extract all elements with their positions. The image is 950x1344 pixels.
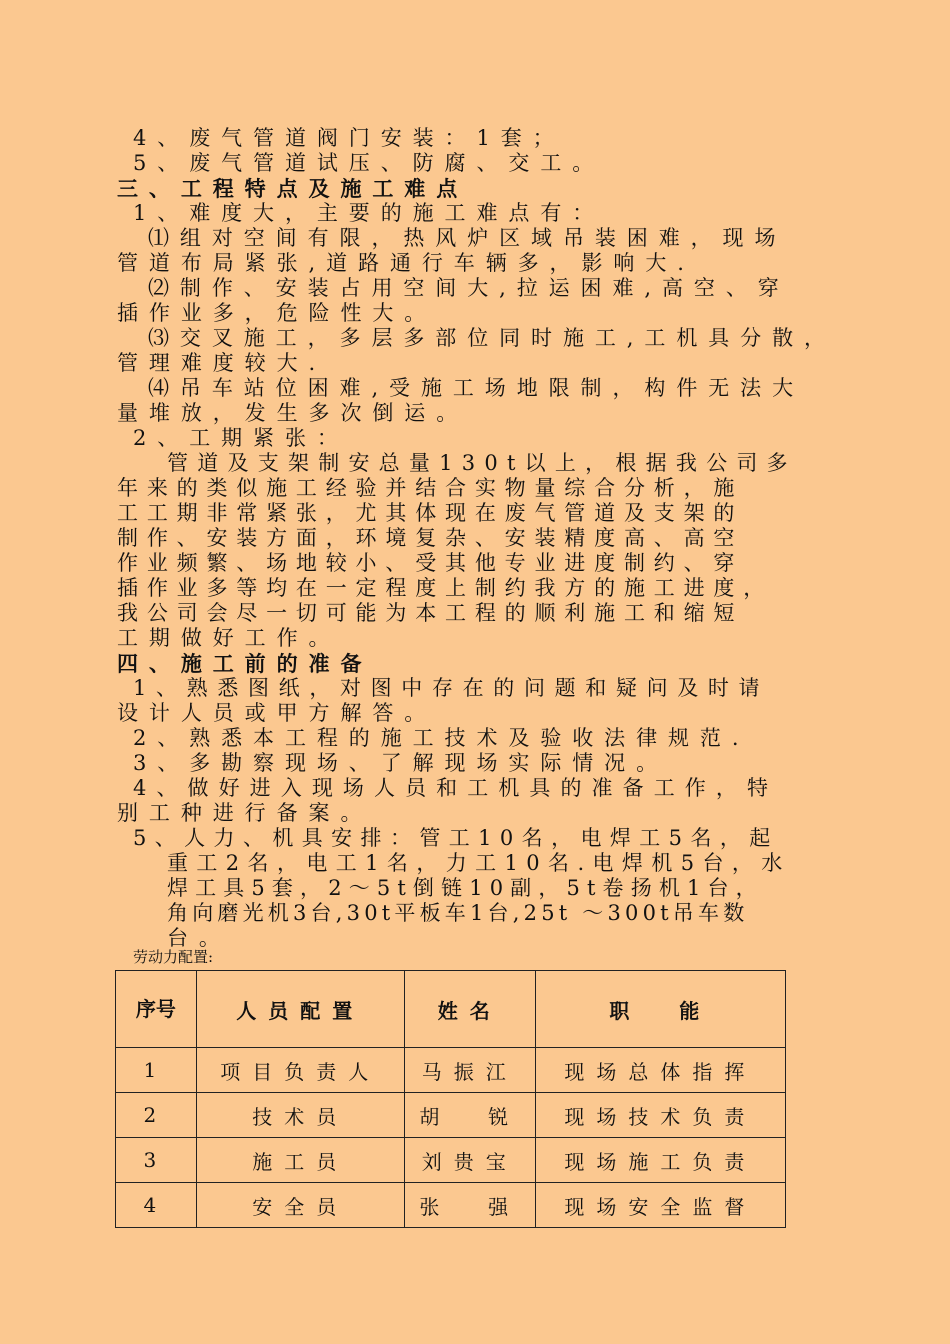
text-line: 我公司会尽一切可能为本工程的顺利施工和缩短 (117, 601, 744, 625)
text-line: 管理难度较大. (117, 351, 327, 375)
cell-function: 现场安全监督 (535, 1183, 785, 1228)
header-role: 人员配置 (196, 971, 404, 1048)
cell-seq: 1 (116, 1048, 197, 1093)
text-line: 5、废气管道试压、防腐、交工。 (133, 151, 605, 175)
cell-name: 张 强 (404, 1183, 535, 1228)
staff-table (115, 970, 786, 1228)
cell-name: 胡 锐 (404, 1093, 535, 1138)
text-line: 重工2名，电工1名，力工10名.电焊机5台，水 (167, 851, 791, 875)
cell-role: 项目负责人 (196, 1048, 404, 1093)
cell-seq: 4 (116, 1183, 197, 1228)
text-line: 插作业多等均在一定程度上制约我方的施工进度， (117, 576, 774, 600)
table-row (116, 1048, 786, 1093)
cell-role: 安全员 (196, 1183, 404, 1228)
cell-function: 现场总体指挥 (535, 1048, 785, 1093)
header-name: 姓名 (404, 971, 535, 1048)
table-caption: 劳动力配置: (133, 948, 214, 966)
text-line: 制作、安装方面，环境复杂、安装精度高、高空 (117, 526, 744, 550)
cell-function: 现场施工负责 (535, 1138, 785, 1183)
text-line: 管道及支架制安总量130t以上，根据我公司多 (167, 451, 797, 475)
table-header-row (116, 971, 786, 1048)
text-line: ⑷吊车站位困难,受施工场地限制，构件无法大 (148, 376, 804, 400)
cell-name: 刘贵宝 (404, 1138, 535, 1183)
text-line: ⑴组对空间有限，热风炉区域吊装困难，现场 (148, 226, 787, 250)
text-line: 焊工具5套，2～5t倒链10副，5t卷扬机1台， (167, 876, 764, 900)
text-line: 工期做好工作。 (117, 626, 341, 650)
text-line: 3、多勘察现场、了解现场实际情况。 (133, 751, 668, 775)
cell-function: 现场技术负责 (535, 1093, 785, 1138)
text-line: 1、熟悉图纸，对图中存在的问题和疑问及时请 (133, 676, 770, 700)
cell-seq: 3 (116, 1138, 197, 1183)
text-line: 别工种进行备案。 (117, 801, 373, 825)
text-line: 2、工期紧张： (133, 426, 349, 450)
text-line: ⑵制作、安装占用空间大,拉运困难,高空、穿 (148, 276, 790, 300)
text-line: 台。 (167, 926, 231, 950)
cell-role: 技术员 (196, 1093, 404, 1138)
table-row (116, 1093, 786, 1138)
text-line: 4、废气管道阀门安装：1套； (133, 126, 565, 150)
cell-role: 施工员 (196, 1138, 404, 1183)
table-row (116, 1183, 786, 1228)
text-line: 设计人员或甲方解答。 (117, 701, 437, 725)
header-seq: 序号 (116, 971, 197, 1048)
text-line: 量堆放，发生多次倒运。 (117, 401, 469, 425)
text-line: ⑶交叉施工，多层多部位同时施工,工机具分散， (148, 326, 836, 350)
text-line: 管道布局紧张,道路通行车辆多，影响大. (117, 251, 695, 275)
text-line: 角向磨光机3台,30t平板车1台,25t ～300t吊车数 (167, 901, 749, 925)
table-row (116, 1138, 786, 1183)
text-line: 工工期非常紧张，尤其体现在废气管道及支架的 (117, 501, 744, 525)
section-heading: 三、工程特点及施工难点 (117, 176, 469, 201)
text-line: 2、熟悉本工程的施工技术及验收法律规范. (133, 726, 750, 750)
text-line: 插作业多，危险性大。 (117, 301, 437, 325)
text-line: 作业频繁、场地较小、受其他专业进度制约、穿 (117, 551, 744, 575)
header-function: 职 能 (535, 971, 785, 1048)
text-line: 5、人力、机具安排：管工10名，电焊工5名，起 (133, 826, 779, 850)
cell-seq: 2 (116, 1093, 197, 1138)
cell-name: 马振江 (404, 1048, 535, 1093)
section-heading: 四、施工前的准备 (117, 651, 373, 676)
text-line: 年来的类似施工经验并结合实物量综合分析，施 (117, 476, 744, 500)
text-line: 4、做好进入现场人员和工机具的准备工作，特 (133, 776, 779, 800)
text-line: 1、难度大，主要的施工难点有： (133, 201, 605, 225)
